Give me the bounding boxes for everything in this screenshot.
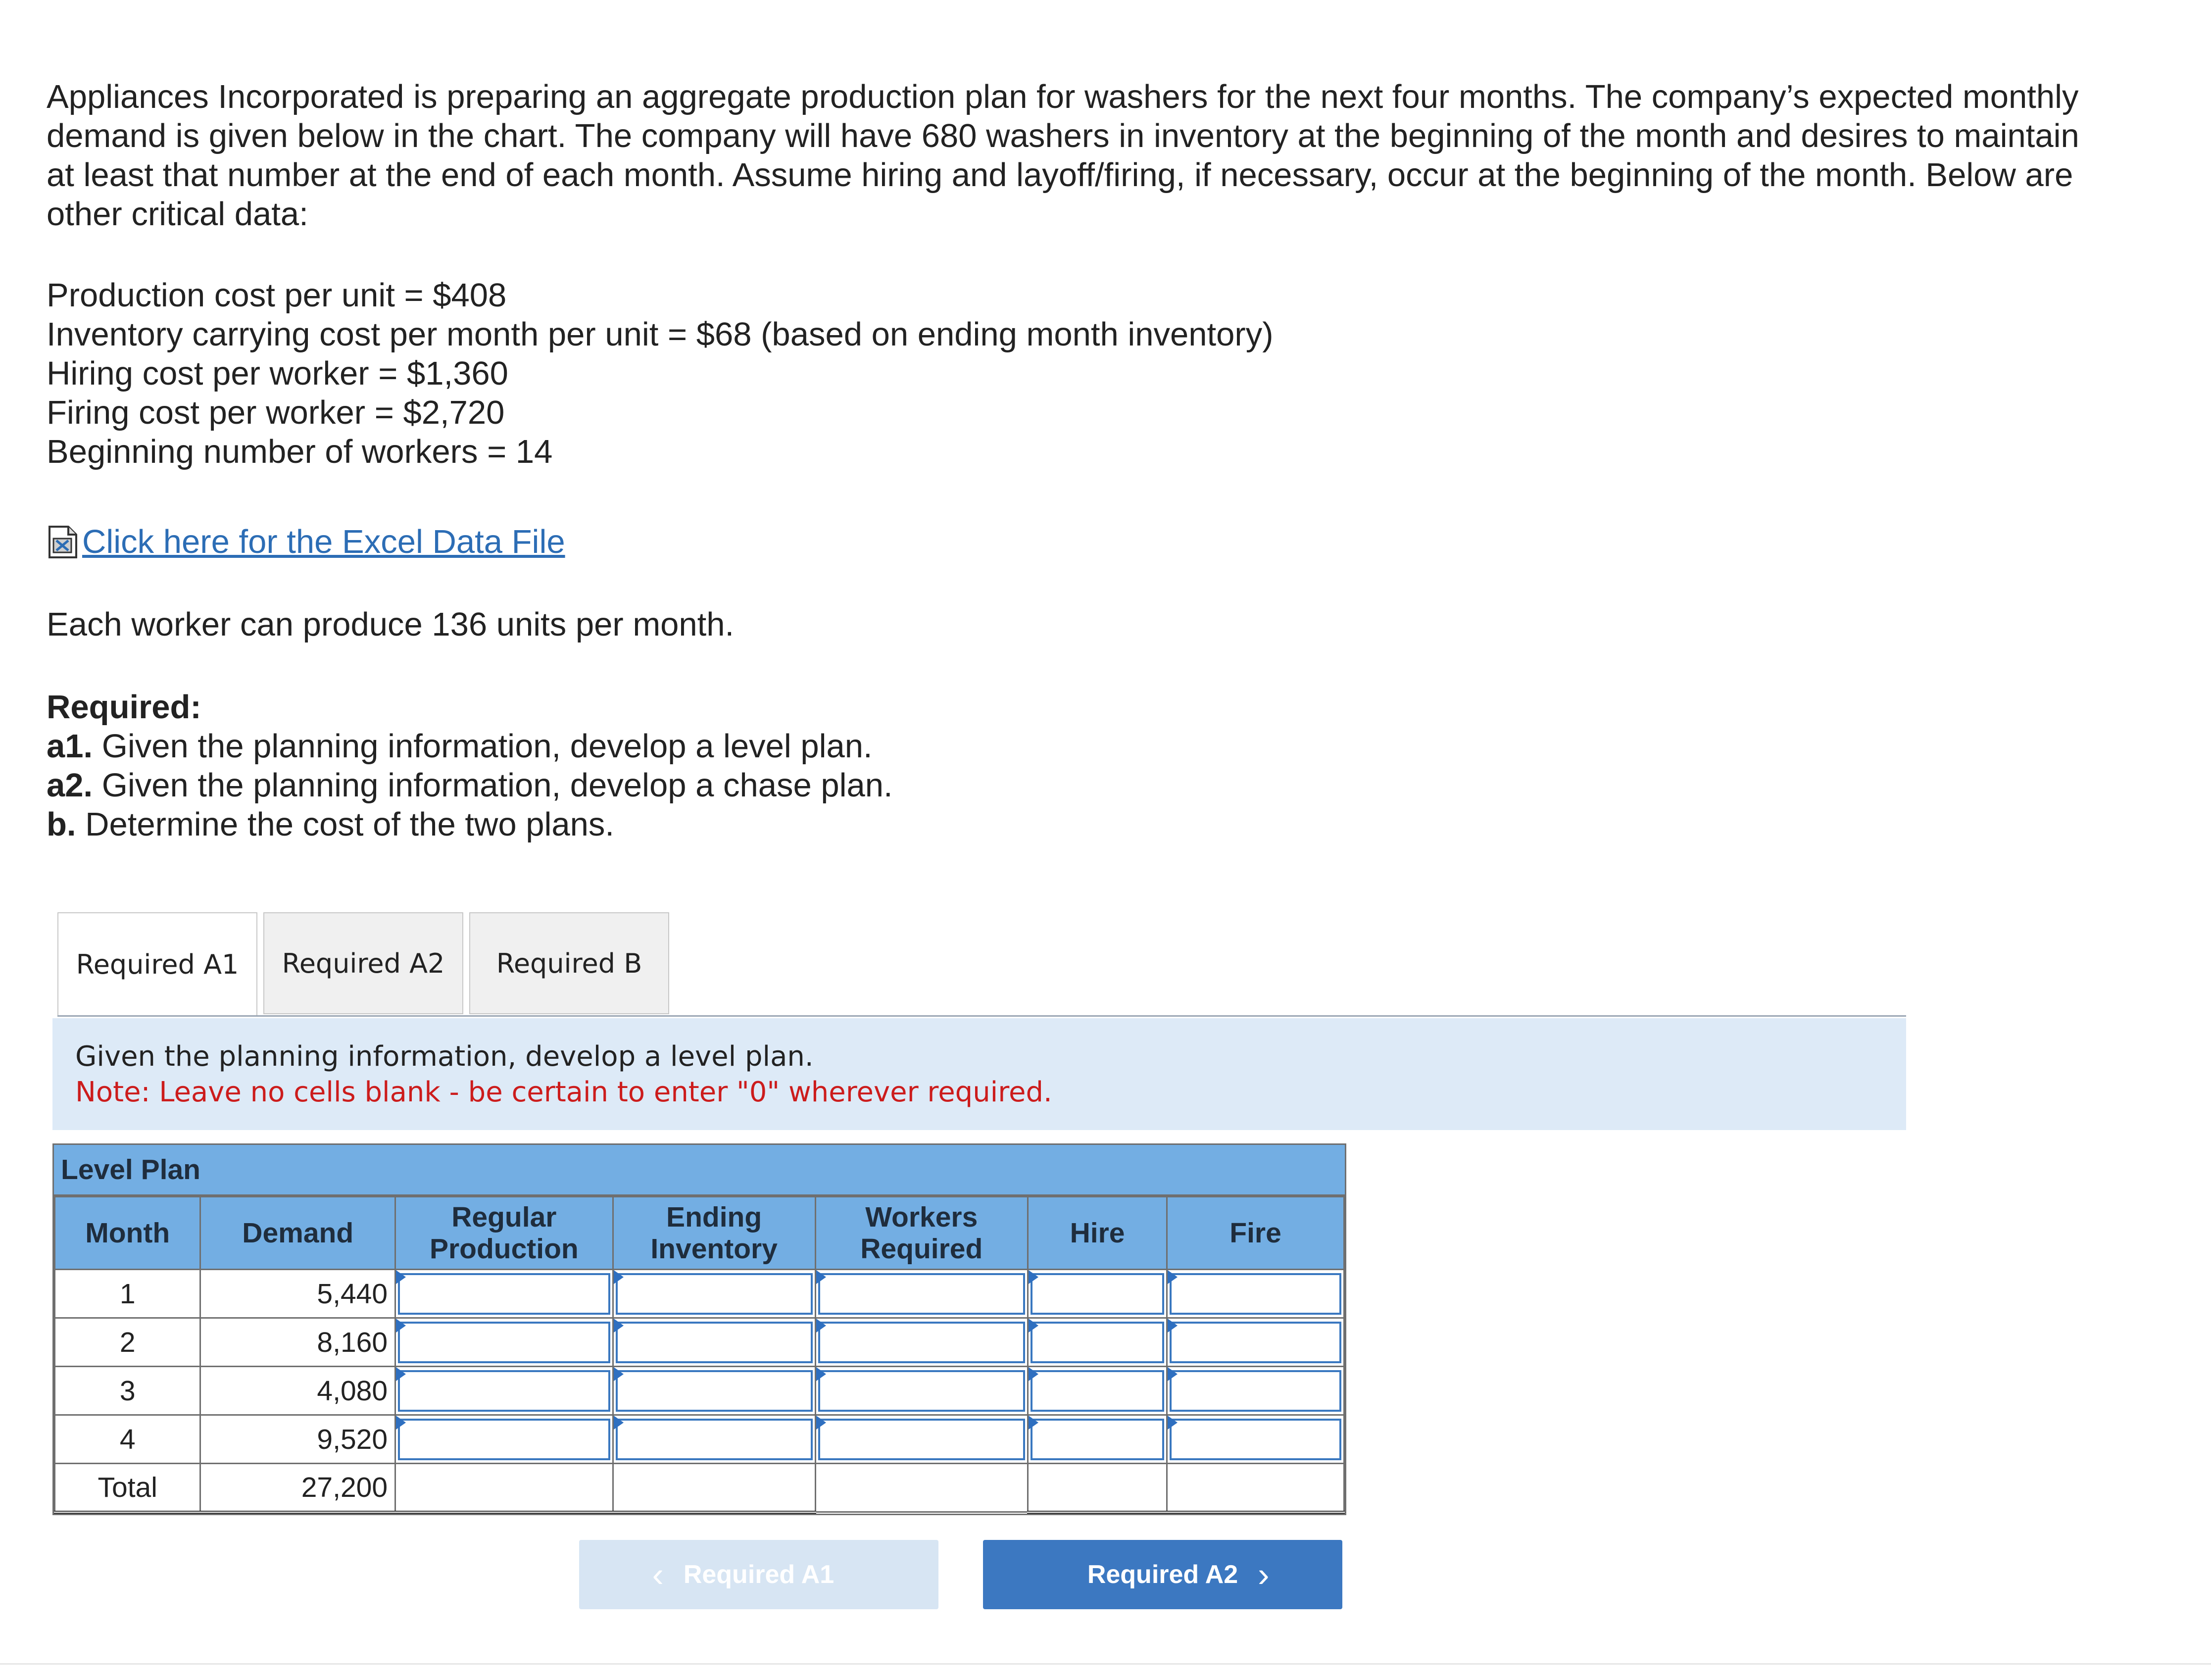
workers-required-input[interactable]: [815, 1415, 1028, 1464]
demand-cell: 5,440: [200, 1270, 395, 1318]
required-item-a2: a2. Given the planning information, develop a chase plan.: [47, 767, 893, 804]
month-cell: 1: [55, 1270, 200, 1318]
worker-capacity-text: Each worker can produce 136 units per month.: [47, 606, 735, 643]
workers-required-input[interactable]: [815, 1270, 1028, 1318]
chevron-right-icon: ›: [1258, 1555, 1270, 1594]
required-heading: Required:: [47, 689, 201, 726]
input-flag-icon: [1168, 1416, 1178, 1430]
workers-required-input[interactable]: [815, 1367, 1028, 1415]
panel-note: Note: Leave no cells blank - be certain to enter "0" wherever required.: [75, 1076, 1052, 1108]
input-flag-icon: [396, 1319, 406, 1333]
required-item-b: b. Determine the cost of the two plans.: [47, 806, 614, 843]
input-flag-icon: [1029, 1319, 1038, 1333]
fire-input[interactable]: [1167, 1318, 1344, 1367]
input-flag-icon: [1029, 1367, 1038, 1381]
input-flag-icon: [614, 1319, 624, 1333]
regular-production-input[interactable]: [395, 1318, 613, 1367]
header-fire: Fire: [1167, 1197, 1344, 1270]
table-row: [55, 1270, 1344, 1318]
page-bottom-divider: [0, 1663, 2211, 1665]
month-cell: 3: [55, 1367, 200, 1415]
instruction-panel: [52, 1018, 1906, 1130]
hire-input[interactable]: [1028, 1415, 1167, 1464]
input-flag-icon: [614, 1367, 624, 1381]
input-flag-icon: [816, 1367, 826, 1381]
input-flag-icon: [816, 1319, 826, 1333]
input-flag-icon: [1168, 1319, 1178, 1333]
regular-production-input[interactable]: [395, 1367, 613, 1415]
input-flag-icon: [1029, 1416, 1038, 1430]
tab-divider: [57, 1015, 1906, 1017]
hire-input[interactable]: [1028, 1367, 1167, 1415]
fire-input[interactable]: [1167, 1367, 1344, 1415]
total-ending-inventory: [613, 1464, 815, 1512]
regular-production-input[interactable]: [395, 1415, 613, 1464]
demand-cell: 9,520: [200, 1415, 395, 1464]
hire-input[interactable]: [1028, 1318, 1167, 1367]
required-section: [47, 688, 893, 844]
table-row: [55, 1415, 1344, 1464]
fire-input[interactable]: [1167, 1415, 1344, 1464]
header-demand: Demand: [200, 1197, 395, 1270]
cost-data-line: Beginning number of workers = 14: [47, 433, 553, 470]
panel-instruction: Given the planning information, develop a level plan.: [75, 1040, 814, 1073]
cost-data-line: Firing cost per worker = $2,720: [47, 394, 505, 431]
month-cell: 4: [55, 1415, 200, 1464]
required-item-a1: a1. Given the planning information, develop a level plan.: [47, 728, 873, 765]
prev-required-button[interactable]: [579, 1540, 938, 1609]
header-hire: Hire: [1028, 1197, 1167, 1270]
cost-data-line: Hiring cost per worker = $1,360: [47, 355, 508, 392]
input-flag-icon: [396, 1416, 406, 1430]
total-demand: 27,200: [200, 1464, 395, 1512]
problem-intro: [47, 77, 2101, 234]
total-regular-production: [395, 1464, 613, 1512]
total-workers-required: [815, 1464, 1028, 1512]
input-flag-icon: [1168, 1270, 1178, 1284]
excel-data-file-link-row[interactable]: [47, 520, 565, 564]
header-workers-required: Workers Required: [815, 1197, 1028, 1270]
input-flag-icon: [816, 1416, 826, 1430]
demand-cell: 4,080: [200, 1367, 395, 1415]
ending-inventory-input[interactable]: [613, 1367, 815, 1415]
requirement-tabs: [57, 912, 675, 1016]
hire-input[interactable]: [1028, 1270, 1167, 1318]
fire-input[interactable]: [1167, 1270, 1344, 1318]
table-caption: Level Plan: [54, 1145, 1345, 1196]
header-ending-inventory: Ending Inventory: [613, 1197, 815, 1270]
tab-required-a1[interactable]: Required A1: [57, 912, 257, 1016]
total-row: [55, 1464, 1344, 1512]
next-button-label: Required A2: [1087, 1560, 1238, 1589]
input-flag-icon: [396, 1270, 406, 1284]
input-flag-icon: [1168, 1367, 1178, 1381]
workers-required-input[interactable]: [815, 1318, 1028, 1367]
regular-production-input[interactable]: [395, 1270, 613, 1318]
cost-data-line: Production cost per unit = $408: [47, 277, 507, 314]
demand-cell: 8,160: [200, 1318, 395, 1367]
level-plan-table: [52, 1143, 1346, 1515]
total-fire: [1167, 1464, 1344, 1512]
total-hire: [1028, 1464, 1167, 1512]
total-label: Total: [55, 1464, 200, 1512]
table-row: [55, 1367, 1344, 1415]
prev-button-label: Required A1: [683, 1560, 835, 1589]
input-flag-icon: [396, 1367, 406, 1381]
spreadsheet-file-icon[interactable]: [47, 525, 79, 559]
table-header-row: [55, 1197, 1344, 1270]
next-required-button[interactable]: [983, 1540, 1342, 1609]
input-flag-icon: [614, 1416, 624, 1430]
input-flag-icon: [614, 1270, 624, 1284]
ending-inventory-input[interactable]: [613, 1415, 815, 1464]
cost-data-list: [47, 276, 1274, 471]
intro-paragraph: Appliances Incorporated is preparing an aggregate production plan for washers for the next four months. The company’s expected monthly demand is given below in the chart. The company will have 680 washers in inventory at the beginning of the month and desires to maintain at least that number at the end of each month. Assume hiring and layoff/firing, if necessary, occur at the beginning of the month. Below are other critical data:: [47, 78, 2079, 233]
tab-required-b[interactable]: Required B: [469, 912, 669, 1014]
tab-required-a2[interactable]: Required A2: [263, 912, 463, 1014]
header-regular-production: Regular Production: [395, 1197, 613, 1270]
input-flag-icon: [1029, 1270, 1038, 1284]
cost-data-line: Inventory carrying cost per month per unit = $68 (based on ending month inventory): [47, 316, 1274, 353]
table-row: [55, 1318, 1344, 1367]
ending-inventory-input[interactable]: [613, 1270, 815, 1318]
ending-inventory-input[interactable]: [613, 1318, 815, 1367]
input-flag-icon: [816, 1270, 826, 1284]
month-cell: 2: [55, 1318, 200, 1367]
header-month: Month: [55, 1197, 200, 1270]
excel-data-file-link[interactable]: Click here for the Excel Data File: [82, 523, 565, 560]
chevron-left-icon: ‹: [652, 1555, 664, 1594]
